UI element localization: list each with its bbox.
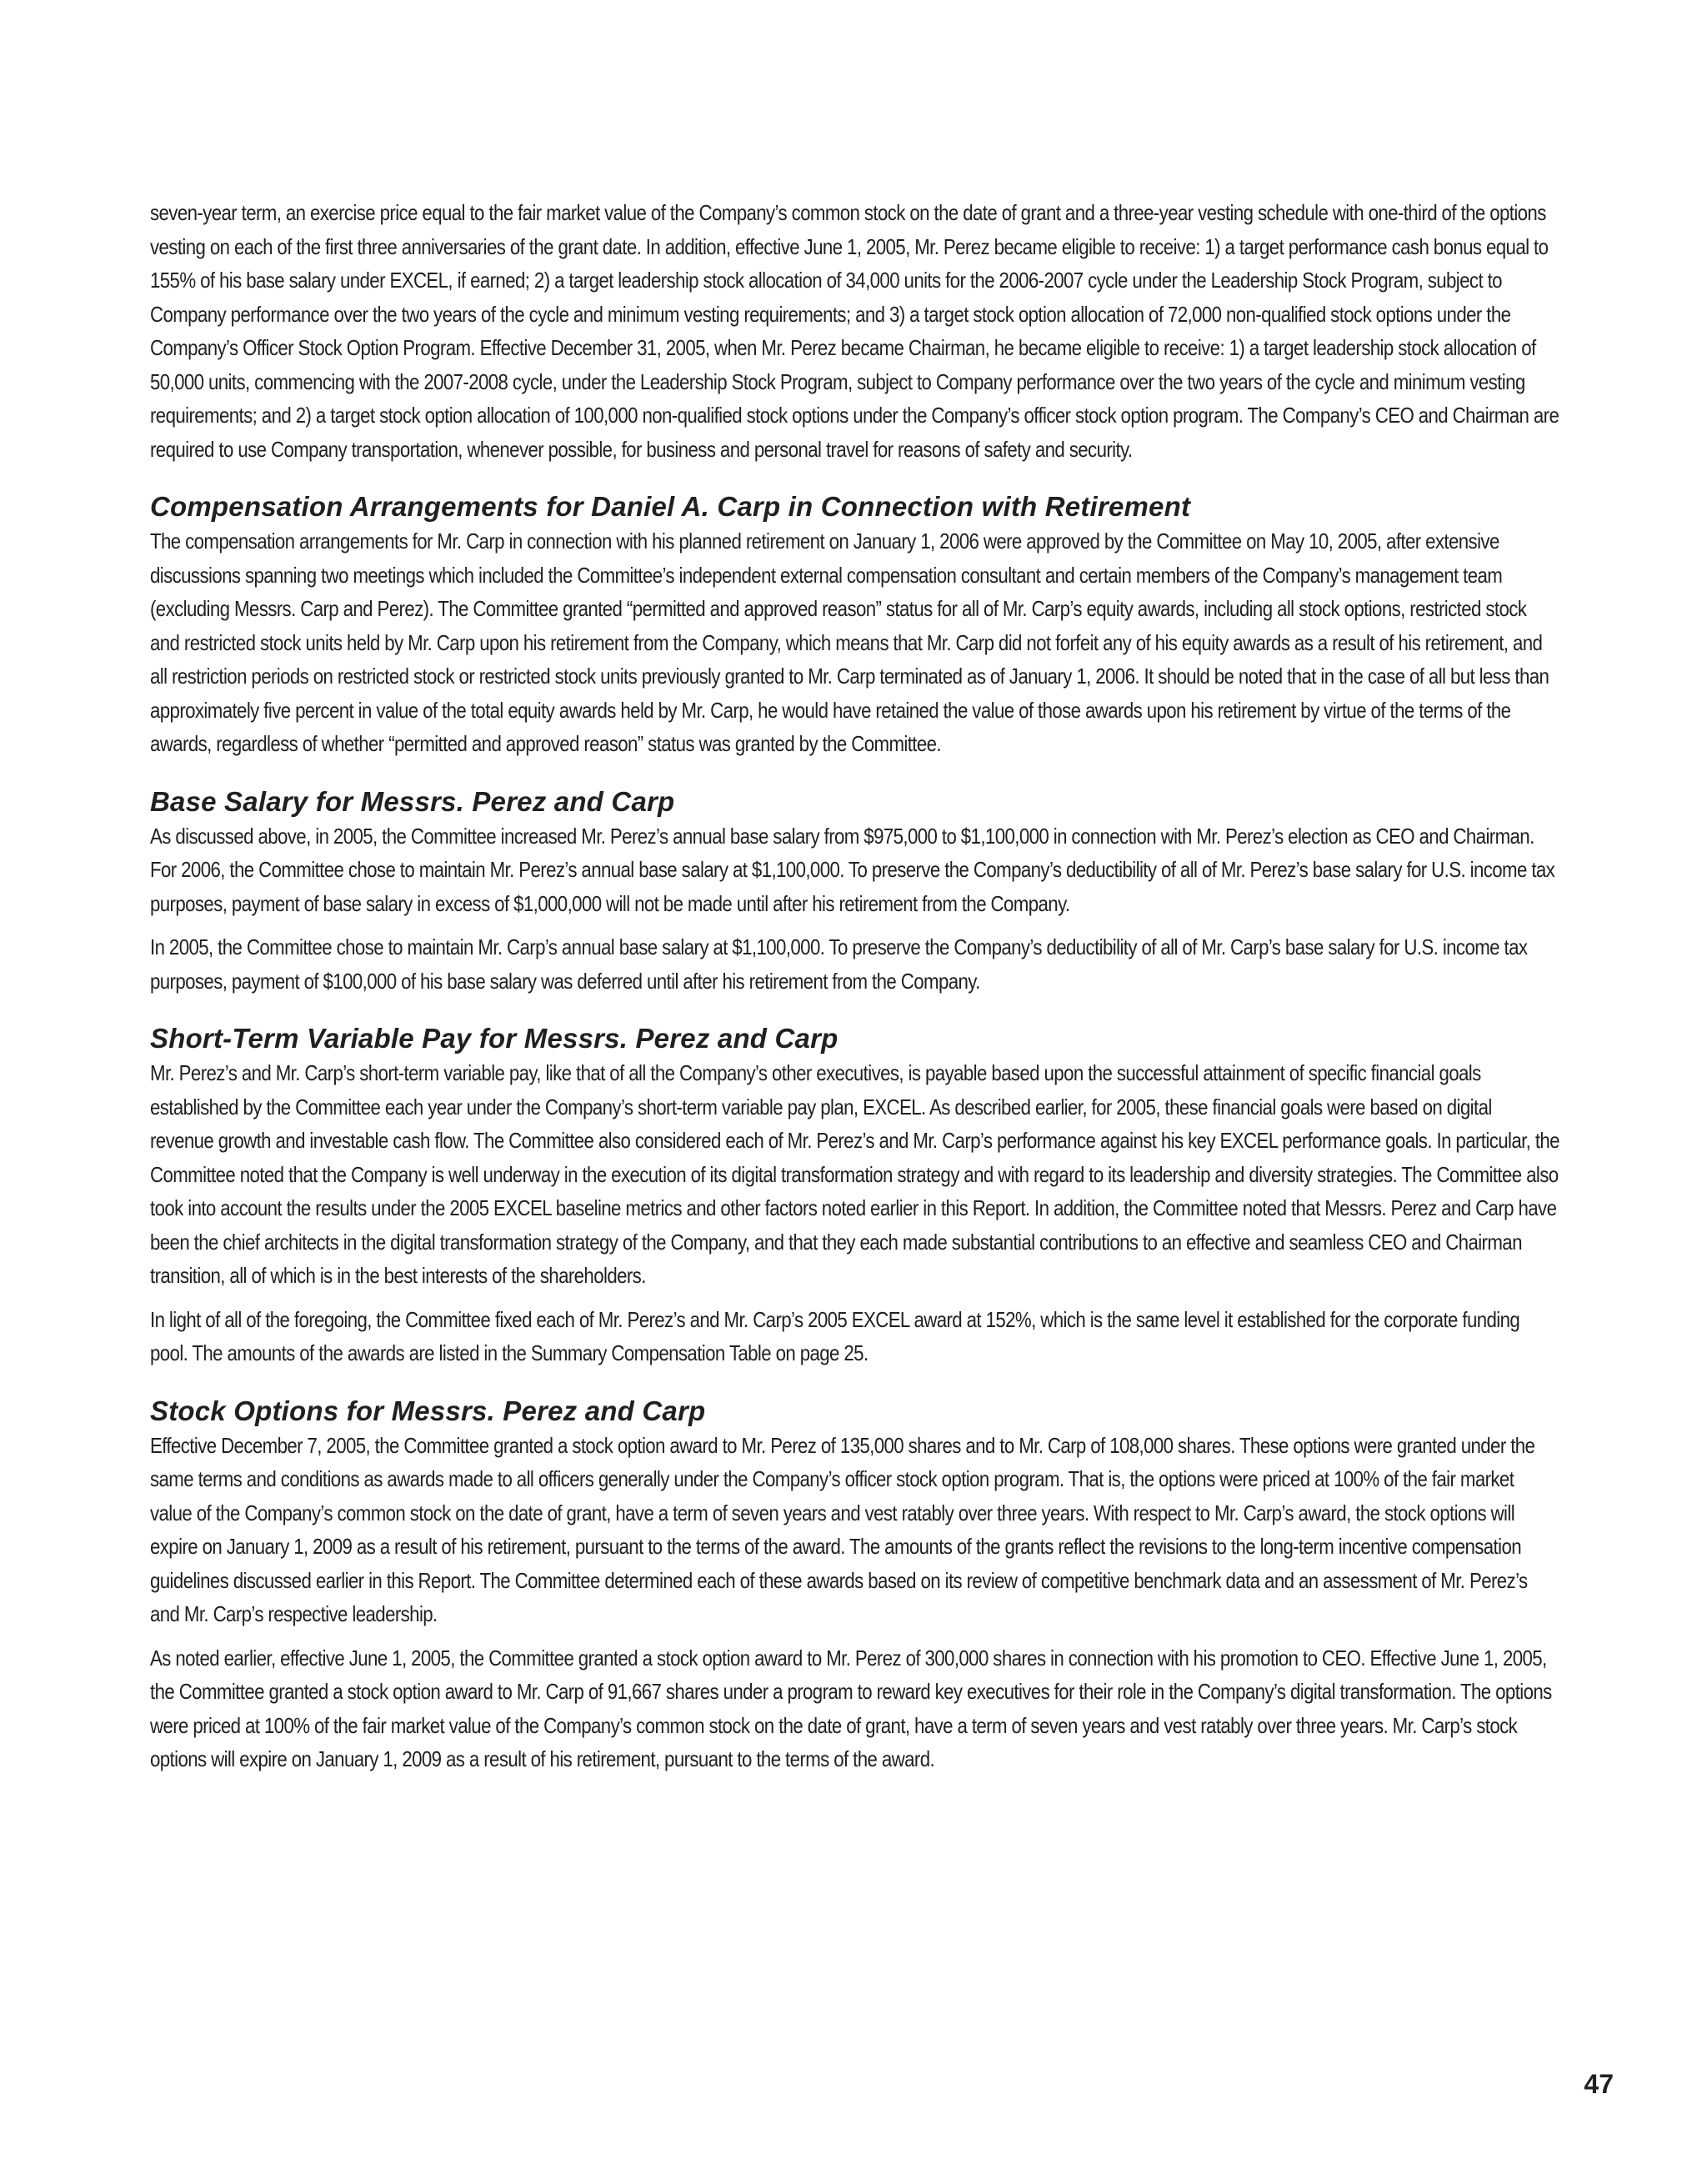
section-stock-options [150,1393,1560,1777]
section-heading: Compensation Arrangements for Daniel A. Carp in Connection with Retirement [150,491,1191,522]
body-paragraph: In light of all of the foregoing, the Committee fixed each of Mr. Perez’s and Mr. Carp’s 2005 EXCEL award at 152%, which is the same level it established for the corporate funding pool. The amounts of the awards are listed in the Summary Compensation Table on page 25. [150,1308,1520,1365]
section-heading: Base Salary for Messrs. Perez and Carp [150,785,675,817]
section-short-term-variable-pay [150,1020,1560,1371]
page-number: 47 [1584,2069,1614,2099]
document-body [150,197,1560,1787]
section-heading: Short-Term Variable Pay for Messrs. Perez and Carp [150,1023,838,1054]
body-paragraph: Mr. Perez’s and Mr. Carp’s short-term variable pay, like that of all the Company’s other executives, is payable based upon the successful attainment of specific financial goals established by the Committee each year under the Company’s short-term variable pay plan, EXCEL. As described earlier, for 2005, these financial goals were based on digital revenue growth and investable cash flow. The Committee also considered each of Mr. Perez’s and Mr. Carp’s performance against his key EXCEL performance goals. In particular, the Committee noted that the Company is well underway in the execution of its digital transformation strategy and with regard to its leadership and diversity strategies. The Committee also took into account the results under the 2005 EXCEL baseline metrics and other factors noted earlier in this Report. In addition, the Committee noted that Messrs. Perez and Carp have been the chief architects in the digital transformation strategy of the Company, and that they each made substantial contributions to an effective and seamless CEO and Chairman transition, all of which is in the best interests of the shareholders. [150,1062,1559,1288]
section-carp-retirement [150,488,1560,762]
body-paragraph: As discussed above, in 2005, the Committee increased Mr. Perez’s annual base salary from $975,000 to $1,100,000 in connection with Mr. Perez’s election as CEO and Chairman. For 2006, the Committee chose to maintain Mr. Perez’s annual base salary at $1,100,000. To preserve the Company’s deductibility of all of Mr. Perez’s base salary for U.S. income tax purposes, payment of base salary in excess of $1,000,000 will not be made until after his retirement from the Company. [150,824,1555,916]
section-base-salary [150,784,1560,999]
body-paragraph: Effective December 7, 2005, the Committee granted a stock option award to Mr. Perez of 135,000 shares and to Mr. Carp of 108,000 shares. These options were granted under the same terms and conditions as awards made to all officers generally under the Company’s officer stock option program. That is, the options were priced at 100% of the fair market value of the Company’s common stock on the date of grant, have a term of seven years and vest ratably over three years. With respect to Mr. Carp’s award, the stock options will expire on January 1, 2009 as a result of his retirement, pursuant to the terms of the award. The amounts of the grants reflect the revisions to the long-term incentive compensation guidelines discussed earlier in this Report. The Committee determined each of these awards based on its review of competitive benchmark data and an assessment of Mr. Perez’s and Mr. Carp’s respective leadership. [150,1434,1535,1626]
section-heading: Stock Options for Messrs. Perez and Carp [150,1395,706,1426]
intro-paragraph: seven-year term, an exercise price equal to the fair market value of the Company’s common stock on the date of grant and a three-year vesting schedule with one-third of the options vesting on each of the first three anniversaries of the grant date. In addition, effective June 1, 2005, Mr. Perez became eligible to receive: 1) a target performance cash bonus equal to 155% of his base salary under EXCEL, if earned; 2) a target leadership stock allocation of 34,000 units for the 2006-2007 cycle under the Leadership Stock Program, subject to Company performance over the two years of the cycle and minimum vesting requirements; and 3) a target stock option allocation of 72,000 non-qualified stock options under the Company’s Officer Stock Option Program. Effective December 31, 2005, when Mr. Perez became Chairman, he became eligible to receive: 1) a target leadership stock allocation of 50,000 units, commencing with the 2007-2008 cycle, under the Leadership Stock Program, subject to Company performance over the two years of the cycle and minimum vesting requirements; and 2) a target stock option allocation of 100,000 non-qualified stock options under the Company’s officer stock option program. The Company’s CEO and Chairman are required to use Company transportation, whenever possible, for business and personal travel for reasons of safety and security. [150,202,1559,462]
body-paragraph: In 2005, the Committee chose to maintain Mr. Carp’s annual base salary at $1,100,000. To preserve the Company’s deductibility of all of Mr. Carp’s base salary for U.S. income tax purposes, payment of $100,000 of his base salary was deferred until after his retirement from the Company. [150,936,1528,994]
body-paragraph: As noted earlier, effective June 1, 2005, the Committee granted a stock option award to Mr. Perez of 300,000 shares in connection with his promotion to CEO. Effective June 1, 2005, the Committee granted a stock option award to Mr. Carp of 91,667 shares under a program to reward key executives for their role in the Company’s digital transformation. The options were priced at 100% of the fair market value of the Company’s common stock on the date of grant, have a term of seven years and vest ratably over three years. Mr. Carp’s stock options will expire on January 1, 2009 as a result of his retirement, pursuant to the terms of the award. [150,1646,1552,1771]
body-paragraph: The compensation arrangements for Mr. Carp in connection with his planned retirement on January 1, 2006 were approved by the Committee on May 10, 2005, after extensive discussions spanning two meetings which included the Committee’s independent external compensation consultant and certain members of the Company’s management team (excluding Messrs. Carp and Perez). The Committee granted “permitted and approved reason” status for all of Mr. Carp’s equity awards, including all stock options, restricted stock and restricted stock units held by Mr. Carp upon his retirement from the Company, which means that Mr. Carp did not forfeit any of his equity awards as a result of his retirement, and all restriction periods on restricted stock or restricted stock units previously granted to Mr. Carp terminated as of January 1, 2006. It should be noted that in the case of all but less than approximately five percent in value of the total equity awards held by Mr. Carp, he would have retained the value of those awards upon his retirement by virtue of the terms of the awards, regardless of whether “permitted and approved reason” status was granted by the Committee. [150,530,1549,756]
